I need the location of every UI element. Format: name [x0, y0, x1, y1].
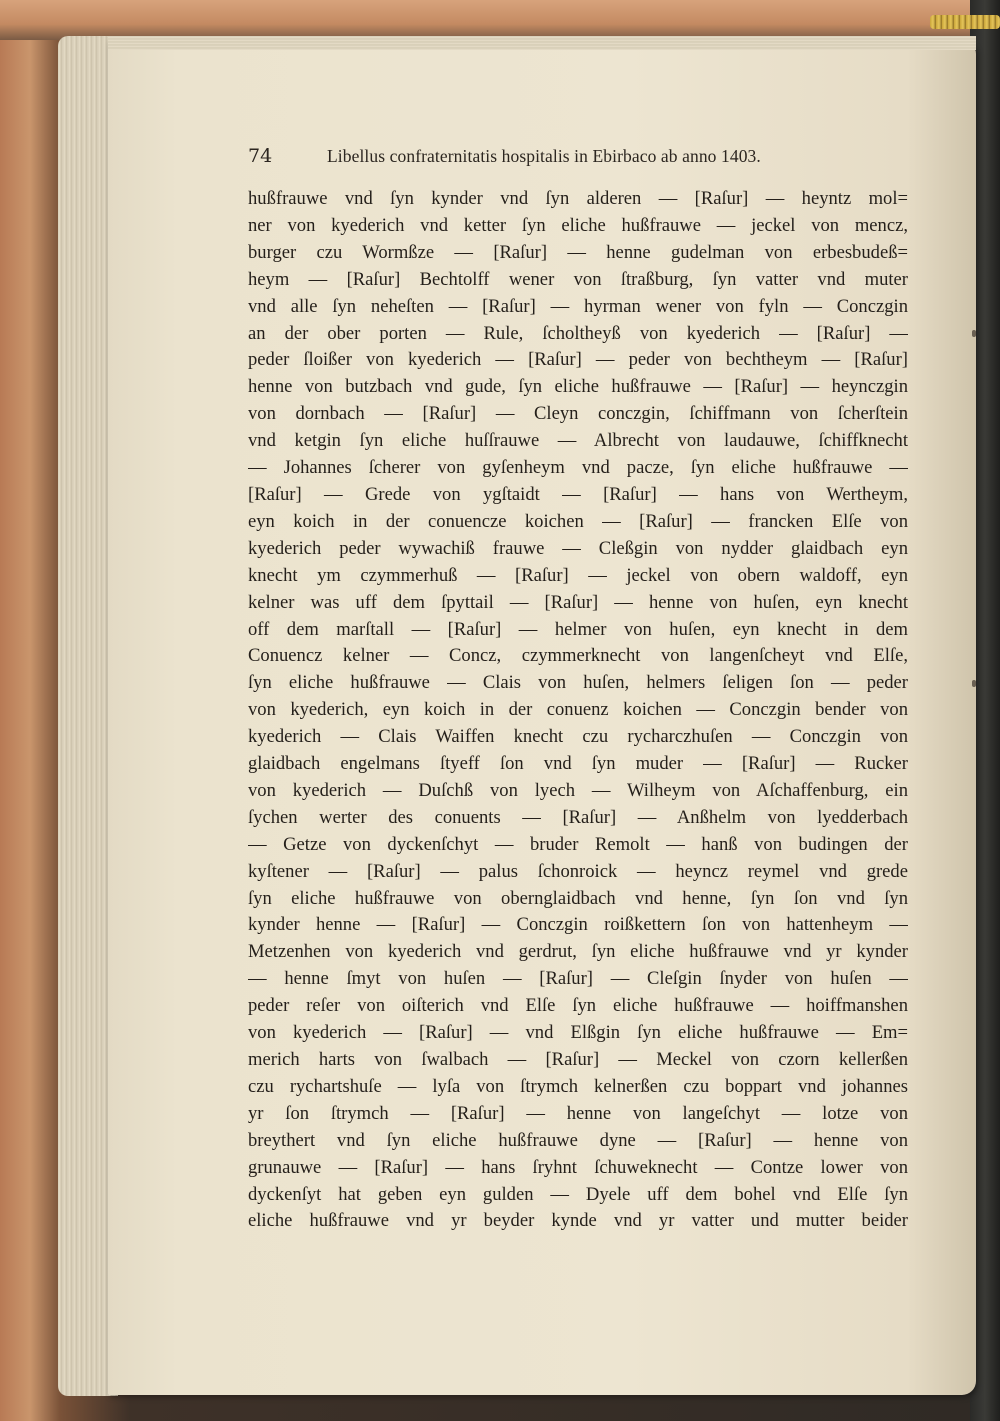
text-line: kyſtener — [Raſur] — palus ſchonroick — heyncz reymel vnd grede	[248, 860, 908, 882]
text-line: kyederich — Clais Waiffen knecht czu rycharczhuſen — Conczgin von	[248, 726, 908, 748]
text-line: von kyederich — Duſchß von lyech — Wilheym von Aſchaffenburg, ein	[248, 779, 908, 801]
text-line: knecht ym czymmerhuß — [Raſur] — jeckel von obern waldoff, eyn	[248, 564, 908, 586]
text-line: eliche hußfrauwe vnd yr beyder kynde vnd yr vatter und mutter beider	[248, 1210, 908, 1232]
text-line: — Getze von dyckenſchyt — bruder Remolt — hanß von budingen der	[248, 833, 908, 855]
text-line: kyederich peder wywachiß frauwe — Cleßgin von nydder glaidbach eyn	[248, 537, 908, 559]
text-line: ſyn eliche hußfrauwe von obernglaidbach vnd henne, ſyn ſon vnd ſyn	[248, 887, 908, 909]
text-line: — henne ſmyt von huſen — [Raſur] — Cleſgin ſnyder von huſen —	[248, 968, 908, 990]
text-line: ſychen werter des conuents — [Raſur] — Anßhelm von lyedderbach	[248, 806, 908, 828]
text-line: dyckenſyt hat geben eyn gulden — Dyele uff dem bohel vnd Elſe ſyn	[248, 1183, 908, 1205]
page-header	[248, 143, 908, 169]
text-line: grunauwe — [Raſur] — hans ſryhnt ſchuweknecht — Contze lower von	[248, 1156, 908, 1178]
body-text	[248, 186, 908, 1235]
text-line: czu rychartshuſe — lyſa von ſtrymch kelnerßen czu boppart vnd johannes	[248, 1075, 908, 1097]
text-line: ſyn eliche hußfrauwe — Clais von huſen, helmers ſeligen ſon — peder	[248, 672, 908, 694]
text-line: hußfrauwe vnd ſyn kynder vnd ſyn alderen — [Raſur] — heyntz mol=	[248, 188, 908, 209]
text-line: glaidbach engelmans ſtyeff ſon vnd ſyn muder — [Raſur] — Rucker	[248, 753, 908, 775]
text-line: Conuencz kelner — Concz, czymmerknecht von langenſcheyt vnd Elſe,	[248, 645, 908, 667]
text-line: [Raſur] — Grede von ygſtaidt — [Raſur] — hans von Wertheym,	[248, 483, 908, 505]
text-line: vnd alle ſyn neheſten — [Raſur] — hyrman wener von fyln — Conczgin	[248, 295, 908, 317]
text-line: ner von kyederich vnd ketter ſyn eliche hußfrauwe — jeckel von mencz,	[248, 214, 908, 236]
background-top-edge	[0, 0, 1000, 40]
text-line: peder reſer von oiſterich vnd Elſe ſyn eliche hußfrauwe — hoiffmanshen	[248, 995, 908, 1017]
text-line: burger czu Wormßze — [Raſur] — henne gudelman von erbesbudeß=	[248, 241, 908, 263]
page-number: 74	[248, 145, 273, 167]
text-line: yr ſon ſtrymch — [Raſur] — henne von langeſchyt — lotze von	[248, 1102, 908, 1124]
text-line: henne von butzbach vnd gude, ſyn eliche hußfrauwe — [Raſur] — heynczgin	[248, 376, 908, 398]
text-line: breythert vnd ſyn eliche hußfrauwe dyne — [Raſur] — henne von	[248, 1129, 908, 1151]
binding-gilt-edge	[930, 15, 1000, 29]
text-line: — Johannes ſcherer von gyſenheym vnd pacze, ſyn eliche hußfrauwe —	[248, 457, 908, 479]
running-title: Libellus confraternitatis hospitalis in Ebirbaco ab anno 1403.	[327, 146, 761, 166]
text-line: off dem marſtall — [Raſur] — helmer von huſen, eyn knecht in dem	[248, 618, 908, 640]
text-line: kynder henne — [Raſur] — Conczgin roißkettern ſon von hattenheym —	[248, 914, 908, 936]
margin-speck	[972, 330, 976, 337]
text-line: von kyederich — [Raſur] — vnd Elßgin ſyn eliche hußfrauwe — Em=	[248, 1022, 908, 1044]
text-line: von kyederich, eyn koich in der conuenz koichen — Conczgin bender von	[248, 699, 908, 721]
text-line: an der ober porten — Rule, ſcholtheyß von kyederich — [Raſur] —	[248, 322, 908, 344]
page-top-edge	[108, 36, 976, 50]
text-line: eyn koich in der conuencze koichen — [Raſur] — francken Elſe von	[248, 510, 908, 532]
text-line: vnd ketgin ſyn eliche huſſrauwe — Albrecht von laudauwe, ſchiffknecht	[248, 430, 908, 452]
text-line: Metzenhen von kyederich vnd gerdrut, ſyn eliche hußfrauwe vnd yr kynder	[248, 941, 908, 963]
text-line: von dornbach — [Raſur] — Cleyn conczgin, ſchiffmann von ſcherſtein	[248, 403, 908, 425]
text-line: heym — [Raſur] Bechtolff wener von ſtraßburg, ſyn vatter vnd muter	[248, 268, 908, 290]
margin-speck	[972, 680, 976, 687]
text-line: peder ſloißer von kyederich — [Raſur] — peder von bechtheym — [Raſur]	[248, 349, 908, 371]
text-line: kelner was uff dem ſpyttail — [Raſur] — henne von huſen, eyn knecht	[248, 591, 908, 613]
text-line: merich harts von ſwalbach — [Raſur] — Meckel von czorn kellerßen	[248, 1049, 908, 1070]
